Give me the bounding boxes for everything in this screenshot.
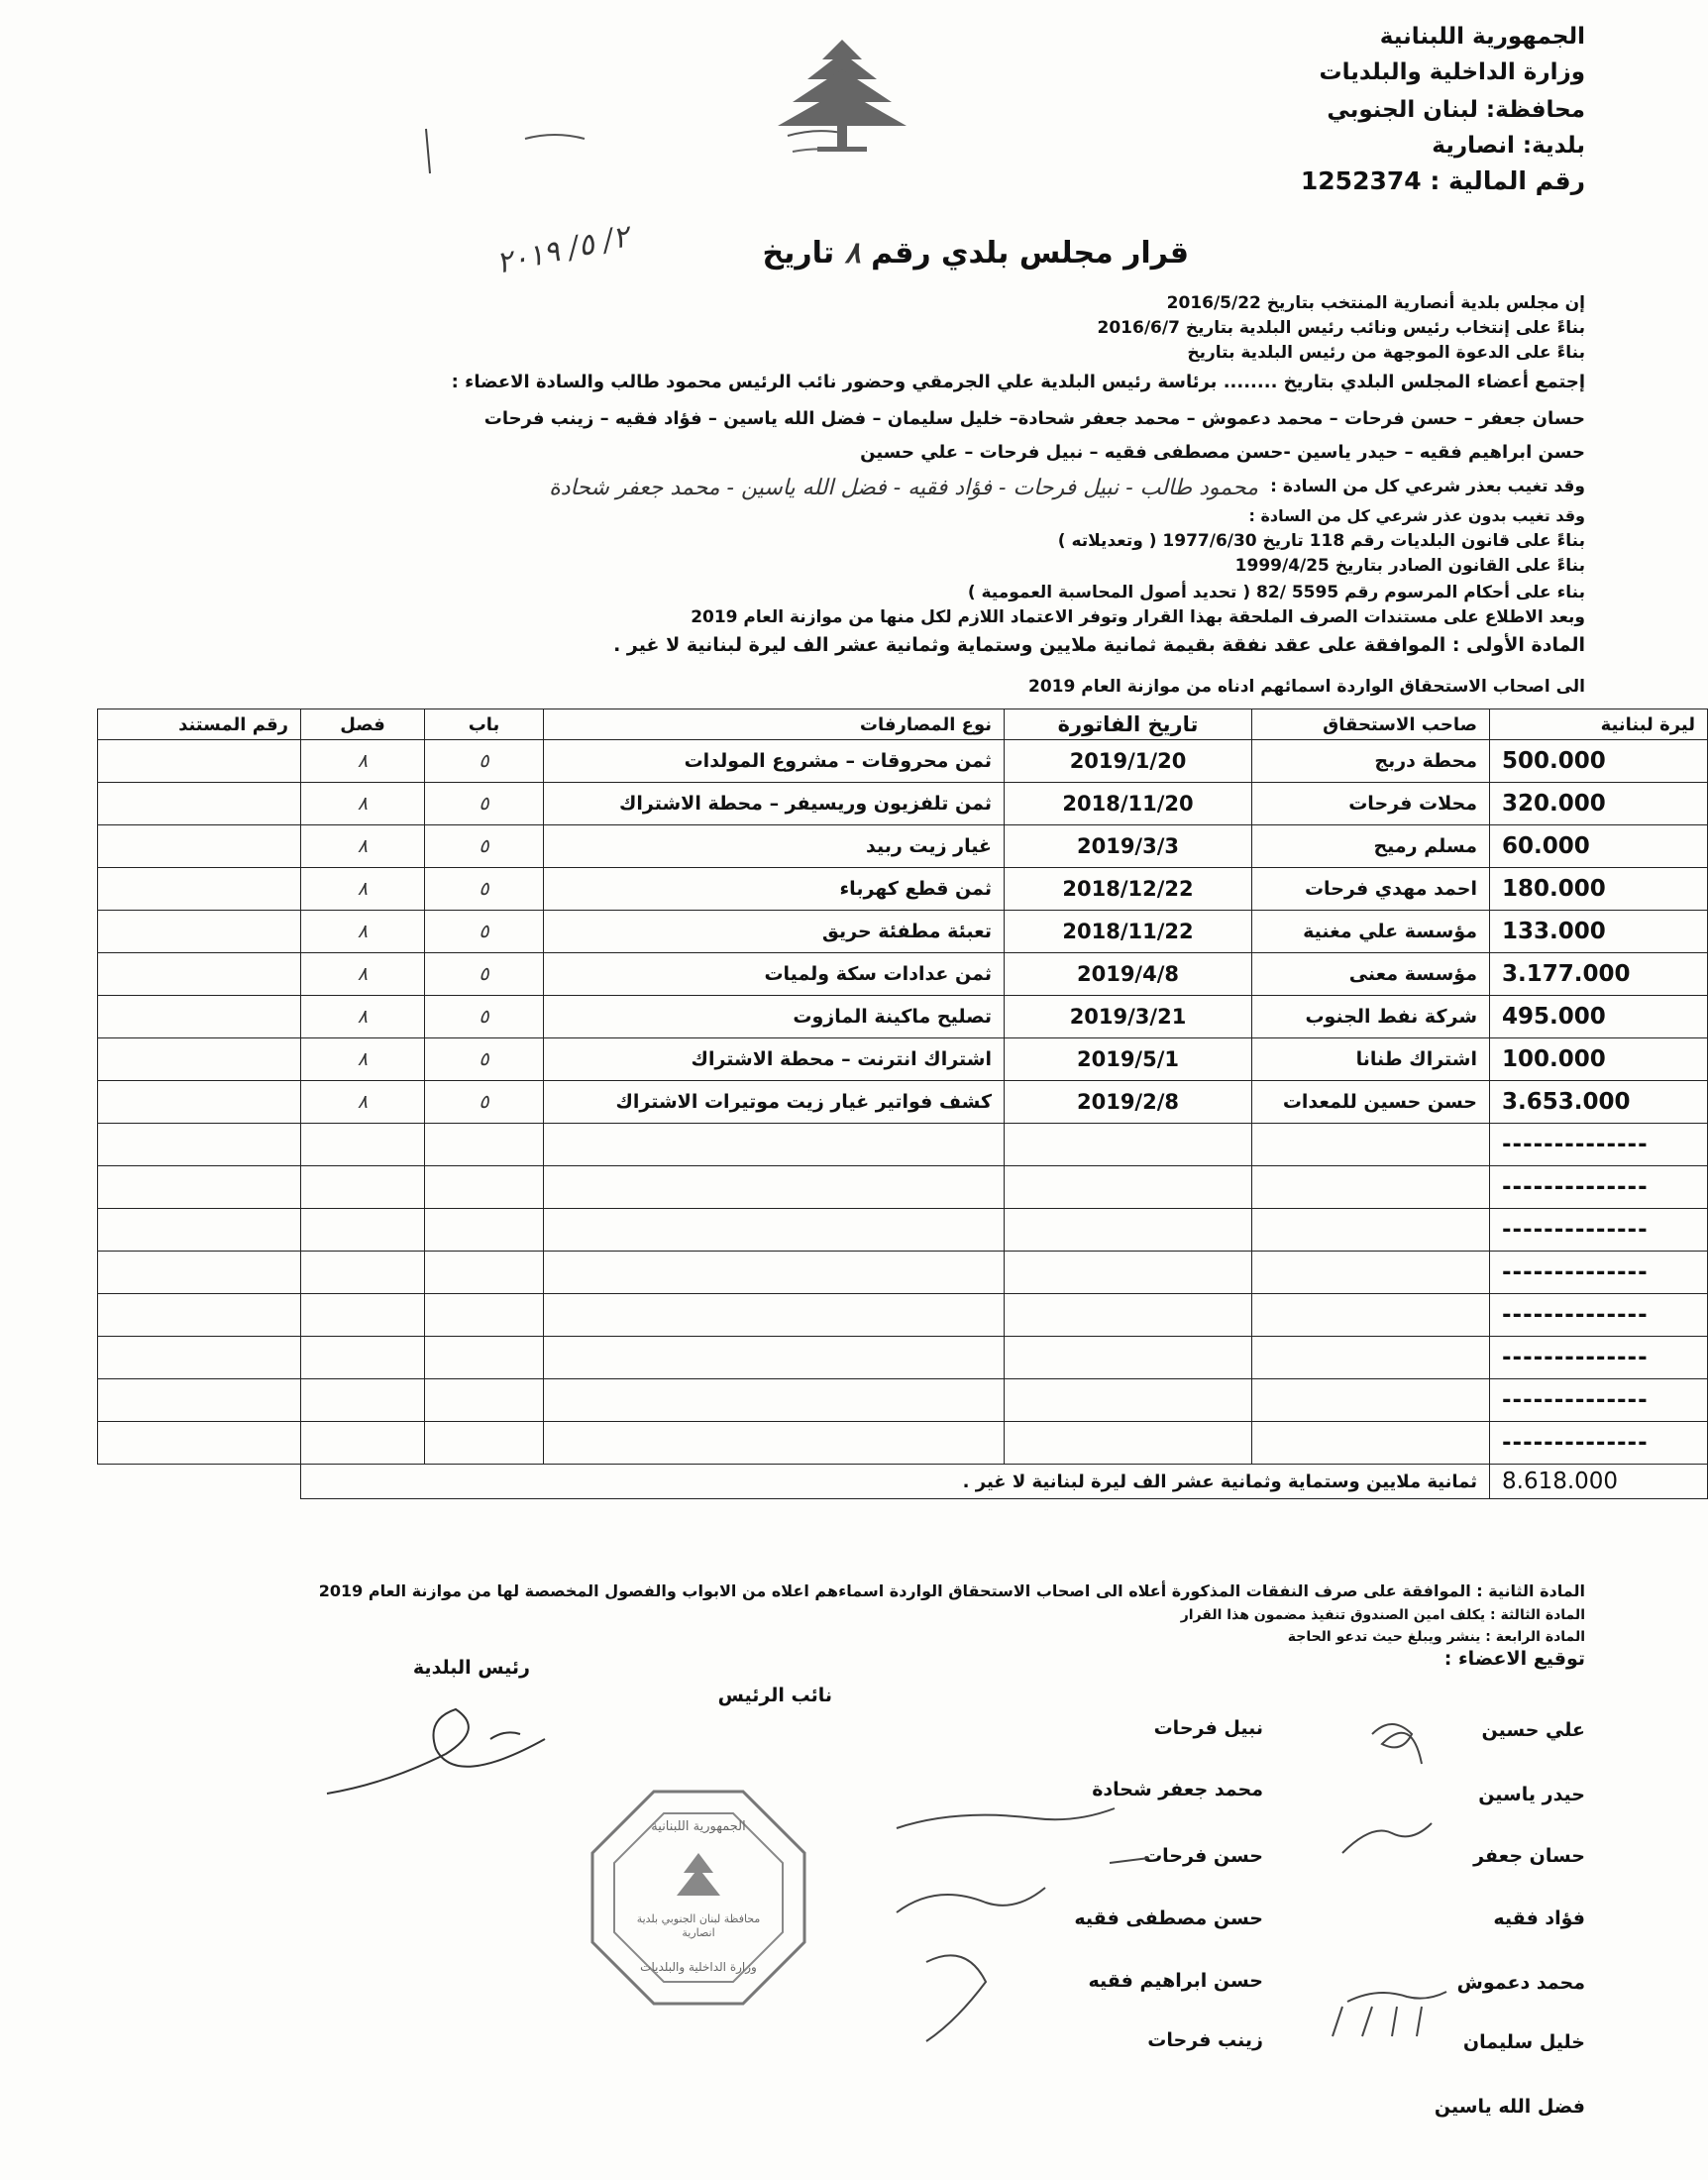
member-name: حسن فرحات — [1143, 1845, 1263, 1867]
stamp-icon — [585, 1784, 812, 2012]
row-type: تعبئة مطفئة حريق — [544, 911, 1005, 953]
table-row — [98, 911, 1708, 953]
row-bab: ٥ — [425, 1081, 544, 1124]
absentees-handwritten: محمود طالب - نبيل فرحات - فؤاد فقيه - فضل الله ياسين - محمد جعفر شحادة — [549, 476, 1258, 500]
row-date: 2019/3/21 — [1005, 996, 1252, 1038]
row-amount: 3.177.000 — [1490, 953, 1708, 996]
row-bab: ٥ — [425, 911, 544, 953]
row-beneficiary: اشتراك طنانا — [1252, 1038, 1490, 1081]
table-row-empty — [98, 1252, 1708, 1294]
intro-line-5: حسان جعفر – حسن فرحات – محمد دعموش – محمد جعفر شحادة– خليل سليمان – فضل الله ياسين – فؤاد فقيه – زينب فرحات — [483, 408, 1585, 429]
table-row — [98, 825, 1708, 868]
row-fasl: ٨ — [301, 911, 425, 953]
ministry-name: وزارة الداخلية والبلديات — [1319, 59, 1585, 85]
row-bab: ٥ — [425, 825, 544, 868]
head-title: رئيس البلدية — [412, 1657, 530, 1679]
title-printed: قرار مجلس بلدي رقم — [871, 236, 1189, 271]
table-row — [98, 783, 1708, 825]
empty-amount: -------------- — [1490, 1124, 1708, 1166]
republic-name: الجمهورية اللبنانية — [1379, 24, 1585, 50]
table-total-row — [98, 1465, 1708, 1499]
row-type: اشتراك انترنت – محطة الاشتراك — [544, 1038, 1005, 1081]
row-amount: 500.000 — [1490, 740, 1708, 783]
municipality-name: بلدية: انصارية — [1432, 133, 1585, 159]
row-beneficiary: محلات فرحات — [1252, 783, 1490, 825]
table-row — [98, 1081, 1708, 1124]
table-row — [98, 868, 1708, 911]
stamp-center-text: محافظة لبنان الجنوبي بلدية انصارية — [636, 1912, 761, 1939]
table-row — [98, 1038, 1708, 1081]
row-bab: ٥ — [425, 953, 544, 996]
row-bab: ٥ — [425, 783, 544, 825]
table-row — [98, 996, 1708, 1038]
col-fasl-header: فصل — [301, 709, 425, 740]
member-name: محمد دعموش — [1456, 1972, 1585, 1994]
row-type: غيار زيت ربيد — [544, 825, 1005, 868]
intro-line-8: وقد تغيب بدون عذر شرعي كل من السادة : — [1248, 506, 1585, 525]
row-beneficiary: حسن حسين للمعدات — [1252, 1081, 1490, 1124]
row-doc — [98, 911, 301, 953]
row-doc — [98, 740, 301, 783]
stamp-top-text: الجمهورية اللبنانية — [651, 1819, 746, 1834]
table-row-empty — [98, 1337, 1708, 1379]
table-row-empty — [98, 1379, 1708, 1422]
intro-line-11: بناء على أحكام المرسوم رقم 5595 /82 ( تحديد أصول المحاسبة العمومية ) — [967, 583, 1585, 602]
row-type: ثمن تلفزيون وريسيفر – محطة الاشتراك — [544, 783, 1005, 825]
intro-line-3: بناءً على الدعوة الموجهة من رئيس البلدية بتاريخ — [1187, 343, 1585, 363]
row-amount: 60.000 — [1490, 825, 1708, 868]
row-beneficiary: مسلم رميح — [1252, 825, 1490, 868]
member-name: علي حسين — [1481, 1719, 1585, 1741]
col-bab-header: باب — [425, 709, 544, 740]
row-beneficiary: مؤسسة علي مغنية — [1252, 911, 1490, 953]
row-fasl: ٨ — [301, 740, 425, 783]
member-name: حسان جعفر — [1473, 1845, 1585, 1867]
member-name: حيدر ياسين — [1478, 1784, 1585, 1805]
member-name: زينب فرحات — [1147, 2029, 1263, 2051]
deputy-title: نائب الرئيس — [717, 1685, 832, 1706]
article-3: المادة الثالثة : يكلف امين الصندوق تنفيذ مضمون هذا القرار — [1180, 1607, 1585, 1623]
member-name: نبيل فرحات — [1153, 1717, 1263, 1739]
member-signatures — [0, 1685, 1684, 2101]
table-row-empty — [98, 1166, 1708, 1209]
row-beneficiary: محطة دربج — [1252, 740, 1490, 783]
empty-amount: -------------- — [1490, 1379, 1708, 1422]
row-fasl: ٨ — [301, 825, 425, 868]
intro-line-12: وبعد الاطلاع على مستندات الصرف الملحقة بهذا القرار وتوفر الاعتماد اللازم لكل منها من موازنة العام 2019 — [691, 607, 1585, 627]
total-amount: 8.618.000 — [1490, 1465, 1708, 1499]
empty-amount: -------------- — [1490, 1294, 1708, 1337]
empty-amount: -------------- — [1490, 1252, 1708, 1294]
row-fasl: ٨ — [301, 1038, 425, 1081]
empty-amount: -------------- — [1490, 1166, 1708, 1209]
title-handwritten-date: ٢/ ٥/ ٢٠١٩ — [492, 219, 633, 281]
intro-line-2: بناءً على إنتخاب رئيس ونائب رئيس البلدية بتاريخ 2016/6/7 — [1097, 318, 1585, 338]
row-bab: ٥ — [425, 1038, 544, 1081]
row-amount: 133.000 — [1490, 911, 1708, 953]
row-date: 2019/3/3 — [1005, 825, 1252, 868]
row-fasl: ٨ — [301, 1081, 425, 1124]
stamp-bottom-text: وزارة الداخلية والبلديات — [640, 1960, 757, 1974]
intro-line-4: إجتمع أعضاء المجلس البلدي بتاريخ ........ برئاسة رئيس البلدية علي الجرمقي وحضور نائب الرئيس محمود طالب والسادة الاعضاء : — [451, 372, 1585, 392]
empty-amount: -------------- — [1490, 1337, 1708, 1379]
row-beneficiary: احمد مهدي فرحات — [1252, 868, 1490, 911]
table-row-empty — [98, 1422, 1708, 1465]
finance-number: رقم المالية : 1252374 — [1300, 166, 1585, 195]
row-date: 2018/12/22 — [1005, 868, 1252, 911]
article-4: المادة الرابعة : ينشر ويبلغ حيث تدعو الحاجة — [1287, 1629, 1585, 1645]
row-fasl: ٨ — [301, 868, 425, 911]
row-date: 2019/4/8 — [1005, 953, 1252, 996]
row-doc — [98, 996, 301, 1038]
total-amount-words: ثمانية ملايين وستماية وثمانية عشر الف ليرة لبنانية لا غير . — [301, 1465, 1490, 1499]
row-doc — [98, 783, 301, 825]
table-row — [98, 740, 1708, 783]
row-doc — [98, 1081, 301, 1124]
cedar-logo-icon — [768, 35, 916, 164]
intro-line-9: بناءً على قانون البلديات رقم 118 تاريخ 1977/6/30 ( وتعديلاته ) — [1057, 531, 1585, 551]
row-doc — [98, 953, 301, 996]
table-row-empty — [98, 1209, 1708, 1252]
row-beneficiary: شركة نفط الجنوب — [1252, 996, 1490, 1038]
row-doc — [98, 825, 301, 868]
row-bab: ٥ — [425, 996, 544, 1038]
intro-line-6: حسن ابراهيم فقيه – حيدر ياسين -حسن مصطفى فقيه – نبيل فرحات – علي حسين — [860, 442, 1585, 463]
row-date: 2019/2/8 — [1005, 1081, 1252, 1124]
row-date: 2018/11/22 — [1005, 911, 1252, 953]
governorate-name: محافظة: لبنان الجنوبي — [1327, 97, 1585, 123]
decision-title — [762, 236, 1189, 271]
title-handwritten-number: ٨ — [844, 236, 861, 271]
row-date: 2018/11/20 — [1005, 783, 1252, 825]
row-amount: 3.653.000 — [1490, 1081, 1708, 1124]
intro-line-10: بناءً على القانون الصادر بتاريخ 1999/4/25 — [1234, 556, 1585, 576]
row-bab: ٥ — [425, 740, 544, 783]
table-row-empty — [98, 1294, 1708, 1337]
intro-line-13: الى اصحاب الاستحقاق الواردة اسمائهم ادناه من موازنة العام 2019 — [1027, 677, 1585, 697]
row-beneficiary: مؤسسة معنى — [1252, 953, 1490, 996]
row-fasl: ٨ — [301, 953, 425, 996]
article-1: المادة الأولى : الموافقة على عقد نفقة بقيمة ثمانية ملايين وستماية وثمانية عشر الف ليرة لبنانية لا غير . — [613, 634, 1585, 656]
row-doc — [98, 1038, 301, 1081]
official-stamp — [585, 1784, 812, 2012]
row-amount: 495.000 — [1490, 996, 1708, 1038]
table-row-empty — [98, 1124, 1708, 1166]
intro-line-1: إن مجلس بلدية أنصارية المنتخب بتاريخ 2016/5/22 — [1166, 293, 1585, 313]
member-name: حسن ابراهيم فقيه — [1088, 1970, 1263, 1992]
col-type-header: نوع المصارفات — [544, 709, 1005, 740]
member-name: فضل الله ياسين — [1434, 2096, 1585, 2118]
row-bab: ٥ — [425, 868, 544, 911]
row-date: 2019/5/1 — [1005, 1038, 1252, 1081]
row-amount: 100.000 — [1490, 1038, 1708, 1081]
col-amount-header: ليرة لبنانية — [1490, 709, 1708, 740]
row-amount: 320.000 — [1490, 783, 1708, 825]
empty-amount: -------------- — [1490, 1209, 1708, 1252]
article-2: المادة الثانية : الموافقة على صرف النفقات المذكورة أعلاه الى اصحاب الاستحقاق الواردة اسماءهم اعلاه من الابواب والفصول المخصصة لها من موازنة العام 2019 — [318, 1581, 1585, 1600]
row-type: ثمن عدادات سكة ولميات — [544, 953, 1005, 996]
member-name: فؤاد فقيه — [1493, 1908, 1585, 1929]
row-type: ثمن محروقات – مشروع المولدات — [544, 740, 1005, 783]
row-fasl: ٨ — [301, 783, 425, 825]
row-type: ثمن قطع كهرباء — [544, 868, 1005, 911]
expenses-table — [97, 708, 1708, 1499]
signatures-label: توقيع الاعضاء : — [1443, 1648, 1585, 1670]
member-name: خليل سليمان — [1462, 2031, 1585, 2053]
empty-amount: -------------- — [1490, 1422, 1708, 1465]
title-date-label: تاريخ — [762, 236, 835, 271]
col-date-header: تاريخ الفاتورة — [1005, 709, 1252, 740]
table-header-row — [98, 709, 1708, 740]
row-fasl: ٨ — [301, 996, 425, 1038]
row-type: تصليح ماكينة المازوت — [544, 996, 1005, 1038]
row-date: 2019/1/20 — [1005, 740, 1252, 783]
intro-line-7: وقد تغيب بعذر شرعي كل من السادة : — [1270, 477, 1585, 496]
col-beneficiary-header: صاحب الاستحقاق — [1252, 709, 1490, 740]
row-doc — [98, 868, 301, 911]
row-type: كشف فواتير غيار زيت موتيرات الاشتراك — [544, 1081, 1005, 1124]
row-amount: 180.000 — [1490, 868, 1708, 911]
member-name: حسن مصطفى فقيه — [1074, 1908, 1263, 1929]
col-doc-header: رقم المستند — [98, 709, 301, 740]
member-name: محمد جعفر شحادة — [1092, 1779, 1263, 1800]
table-row — [98, 953, 1708, 996]
